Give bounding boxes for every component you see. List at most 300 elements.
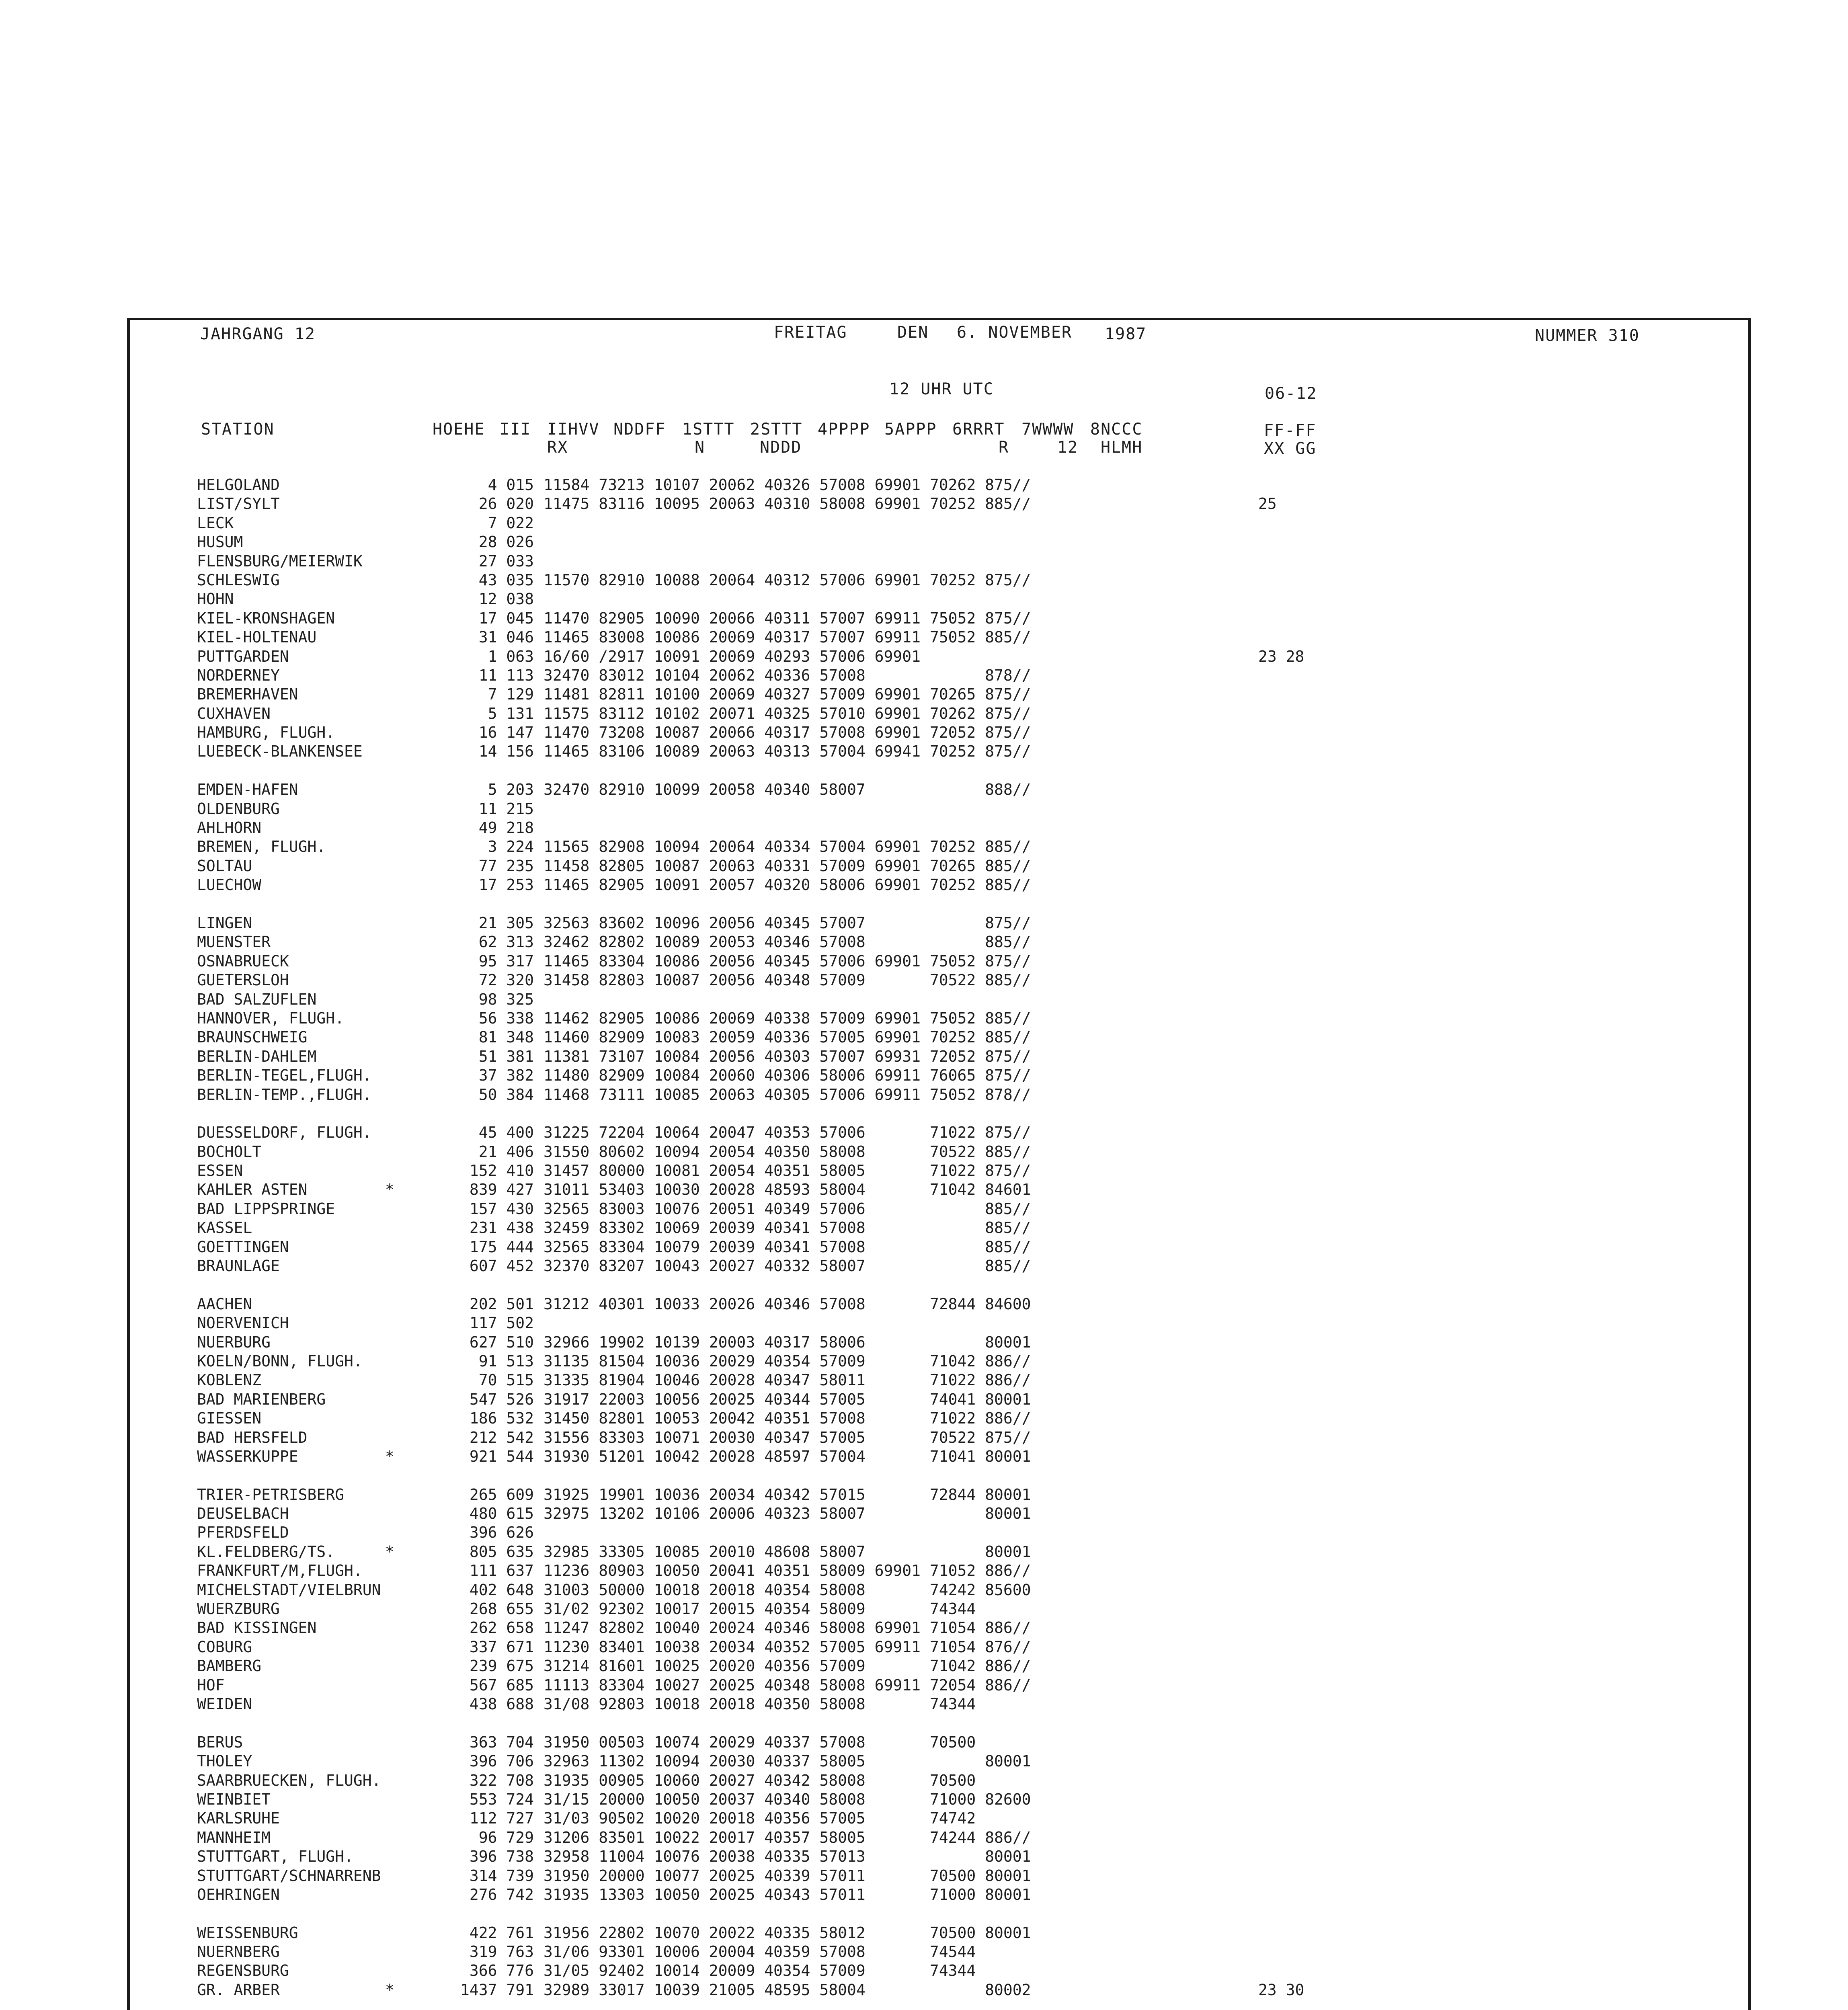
gust-empty: [1258, 742, 1304, 761]
observation-groups: 32975 13202 10106 20006 40323 58007 80001: [544, 1505, 1031, 1523]
station-name: BERUS: [197, 1733, 243, 1751]
station-name: LIST/SYLT: [197, 495, 280, 513]
group-gap: [385, 1904, 394, 1923]
station-name: KOBLENZ: [197, 1371, 262, 1389]
station-name: CUXHAVEN: [197, 704, 271, 722]
observation-groups: 32370 83207 10043 20027 40332 58007 885//: [544, 1257, 1031, 1275]
station-name: BAD KISSINGEN: [197, 1619, 317, 1637]
station-name: BREMERHAVEN: [197, 685, 298, 704]
gust-empty: [1258, 514, 1304, 533]
marker-empty: [385, 1733, 394, 1752]
data-column: [544, 476, 1031, 2010]
station-name: SOLTAU: [197, 857, 252, 875]
marker-empty: [385, 1218, 394, 1237]
observation-groups: 11480 82909 10084 20060 40306 58006 69911 76065 875//: [544, 1067, 1031, 1085]
gust-empty: [1258, 1657, 1304, 1676]
gust-window-label: 06-12: [1265, 384, 1317, 403]
date-label: 6. NOVEMBER: [957, 323, 1072, 342]
station-height-index: 26 020: [460, 495, 534, 513]
marker-empty: [385, 914, 394, 933]
station-height-index: 547 526: [460, 1390, 534, 1408]
station-height-index: 402 648: [460, 1581, 534, 1599]
station-name: GIESSEN: [197, 1409, 262, 1428]
col-ff-sub: XX GG: [1264, 439, 1317, 458]
observation-groups: 11460 82909 10083 20059 40336 57005 69901 70252 885//: [544, 1028, 1031, 1046]
col-iihvv: IIHVV: [547, 420, 600, 439]
group-gap: [385, 761, 394, 780]
station-height-index: 27 033: [460, 552, 534, 570]
gust-empty: [1258, 1847, 1304, 1866]
station-height-index: 95 317: [460, 952, 534, 970]
marker-empty: [385, 1885, 394, 1904]
station-height-index: 366 776: [460, 1962, 534, 1980]
marker-empty: [385, 1333, 394, 1352]
group-gap: [406, 761, 534, 780]
station-name: STUTTGART, FLUGH.: [197, 1848, 353, 1866]
marker-empty: [385, 1866, 394, 1885]
observation-groups: 31/03 90502 10020 20018 40356 57005 74742: [544, 1809, 976, 1827]
observation-groups: 16/60 /2917 10091 20069 40293 57006 69901: [544, 647, 921, 665]
station-height-index: 16 147: [460, 724, 534, 742]
gust-empty: [1258, 1028, 1304, 1047]
station-name: MANNHEIM: [197, 1828, 271, 1846]
station-height-index: 81 348: [460, 1028, 534, 1046]
gust-empty: [1258, 1542, 1304, 1561]
observation-time: 12 UHR UTC: [889, 380, 994, 398]
gust-empty: [1258, 552, 1304, 571]
station-height-index: 239 675: [460, 1657, 534, 1675]
observation-groups: 32989 33017 10039 21005 48595 58004 80002: [544, 1981, 1031, 1999]
marker-empty: [385, 1752, 394, 1771]
gust-empty: [1258, 800, 1304, 818]
observation-groups: [544, 990, 1031, 1009]
station-name: FRANKFURT/M,FLUGH.: [197, 1562, 363, 1580]
observation-groups: 31214 81601 10025 20020 40356 57009 71042 886//: [544, 1657, 1031, 1675]
station-name: DUESSELDORF, FLUGH.: [197, 1124, 372, 1142]
station-height-index: 319 763: [460, 1943, 534, 1961]
observation-groups: 31950 00503 10074 20029 40337 57008 70500: [544, 1733, 976, 1751]
marker-empty: [385, 1009, 394, 1028]
station-name: BAMBERG: [197, 1657, 262, 1675]
station-height-index: 396 738: [460, 1848, 534, 1866]
observation-groups: 11465 83106 10089 20063 40313 57004 69941 70252 875//: [544, 742, 1031, 761]
col-2sttt-sub: NDDD: [760, 438, 802, 457]
group-gap: [406, 1904, 534, 1923]
marker-empty: [385, 1066, 394, 1085]
observation-groups: 32459 83302 10069 20039 40341 57008 885//: [544, 1219, 1031, 1237]
marker-empty: [385, 685, 394, 704]
marker-empty: [385, 1790, 394, 1809]
station-name: BAD SALZUFLEN: [197, 990, 317, 1008]
station-name: NUERNBERG: [197, 1943, 280, 1961]
station-height-index: 17 045: [460, 609, 534, 627]
observation-groups: 11570 82910 10088 20064 40312 57006 69901 70252 875//: [544, 571, 1031, 589]
station-name: LUECHOW: [197, 876, 262, 894]
group-gap: [544, 1714, 1031, 1733]
marker-empty: [385, 1085, 394, 1104]
col-nddff: NDDFF: [613, 420, 666, 439]
station-height-index: 117 502: [460, 1314, 534, 1332]
marker-empty: [385, 1771, 394, 1790]
observation-groups: 11470 82905 10090 20066 40311 57007 69911 75052 875//: [544, 609, 1031, 627]
marker-empty: [385, 876, 394, 894]
station-height-index: 91 513: [460, 1352, 534, 1370]
group-gap: [544, 761, 1031, 780]
issue-number: NUMMER 310: [1535, 326, 1640, 345]
observation-groups: 31450 82801 10053 20042 40351 57008 71022 886//: [544, 1409, 1031, 1428]
station-name: BRAUNSCHWEIG: [197, 1028, 308, 1046]
group-gap: [406, 895, 534, 914]
col-6rrrt: 6RRRT: [952, 420, 1005, 439]
observation-groups: 11470 73208 10087 20066 40317 57008 69901 72052 875//: [544, 724, 1031, 742]
marker-empty: [385, 837, 394, 856]
observation-groups: 31956 22802 10070 20022 40335 58012 70500 80001: [544, 1924, 1031, 1942]
marker-empty: [385, 933, 394, 952]
station-height-index: 62 313: [460, 933, 534, 951]
observation-groups: 32565 83304 10079 20039 40341 57008 885//: [544, 1238, 1031, 1256]
marker-empty: [385, 1238, 394, 1257]
col-8nccc-sub: HLMH: [1101, 438, 1143, 457]
observation-groups: 11230 83401 10038 20034 40352 57005 69911 71054 876//: [544, 1638, 1031, 1656]
gust-empty: [1258, 1504, 1304, 1523]
station-name: AHLHORN: [197, 819, 262, 837]
marker-empty: [385, 800, 394, 818]
station-height-index: 3 224: [460, 838, 534, 856]
gust-empty: [1258, 1218, 1304, 1237]
group-gap: [385, 2000, 394, 2010]
observation-groups: 31003 50000 10018 20018 40354 58008 74242 85600: [544, 1581, 1031, 1599]
station-height-index: 265 609: [460, 1485, 534, 1503]
marker-empty: [385, 704, 394, 723]
marker-empty: [385, 609, 394, 628]
group-gap: [385, 895, 394, 914]
station-name: KL.FELDBERG/TS.: [197, 1542, 335, 1561]
observation-groups: 11458 82805 10087 20063 40331 57009 69901 70265 885//: [544, 857, 1031, 875]
gust-empty: [1258, 533, 1304, 552]
marker-empty: [385, 1200, 394, 1218]
group-gap: [544, 895, 1031, 914]
station-height-index: 12 038: [460, 590, 534, 608]
gust-empty: [1258, 1200, 1304, 1218]
group-gap: [1258, 761, 1304, 780]
station-height-index: 202 501: [460, 1295, 534, 1313]
station-name: REGENSBURG: [197, 1962, 289, 1980]
gust-empty: [1258, 1733, 1304, 1752]
station-name: OLDENBURG: [197, 800, 280, 818]
observation-groups: 31935 00905 10060 20027 40342 58008 70500: [544, 1771, 976, 1789]
mountain-marker-column: [385, 476, 394, 2010]
group-gap: [544, 1276, 1031, 1294]
marker-empty: [385, 1428, 394, 1447]
gust-empty: [1258, 1142, 1304, 1161]
station-height-index: 5 131: [460, 704, 534, 722]
station-height-index: 43 035: [460, 571, 534, 589]
observation-groups: 11381 73107 10084 20056 40303 57007 69931 72052 875//: [544, 1047, 1031, 1065]
station-name: HOF: [197, 1676, 225, 1694]
marker-empty: [385, 723, 394, 742]
gust-empty: [1258, 1180, 1304, 1199]
group-gap: [406, 1104, 534, 1123]
marker-empty: [385, 780, 394, 799]
station-name: WEINBIET: [197, 1790, 271, 1808]
observation-groups: 31206 83501 10022 20017 40357 58005 74244 886//: [544, 1828, 1031, 1846]
observation-groups: 32565 83003 10076 20051 40349 57006 885//: [544, 1200, 1031, 1218]
station-height-index: 5 203: [460, 781, 534, 799]
gust-empty: [1258, 571, 1304, 590]
col-5appp: 5APPP: [884, 420, 937, 439]
group-gap: [385, 1714, 394, 1733]
observation-groups: 31225 72204 10064 20047 40353 57006 71022 875//: [544, 1124, 1031, 1142]
station-height-index: 921 544: [460, 1447, 534, 1465]
marker-empty: [385, 952, 394, 971]
marker-empty: [385, 1847, 394, 1866]
station-name: HELGOLAND: [197, 476, 280, 494]
station-height-index: 111 637: [460, 1562, 534, 1580]
group-gap: [406, 1276, 534, 1294]
mountain-station-marker: *: [385, 1447, 394, 1465]
group-gap: [1258, 1904, 1304, 1923]
marker-empty: [385, 514, 394, 533]
height-index-column: [406, 476, 534, 2010]
group-gap: [1258, 1466, 1304, 1485]
gust-empty: [1258, 837, 1304, 856]
station-height-index: 839 427: [460, 1181, 534, 1199]
marker-empty: [385, 742, 394, 761]
gust-empty: [1258, 704, 1304, 723]
gust-empty: [1258, 1447, 1304, 1466]
observation-groups: 11475 83116 10095 20063 40310 58008 69901 70252 885//: [544, 495, 1031, 513]
station-height-index: 567 685: [460, 1676, 534, 1694]
gust-empty: [1258, 1066, 1304, 1085]
gust-empty: [1258, 1352, 1304, 1371]
station-height-index: 422 761: [460, 1924, 534, 1942]
gust-empty: [1258, 1790, 1304, 1809]
station-name: BERLIN-TEMP.,FLUGH.: [197, 1085, 372, 1103]
station-name: KAHLER ASTEN: [197, 1181, 308, 1199]
station-name: STUTTGART/SCHNARRENB: [197, 1866, 381, 1885]
station-name: KIEL-KRONSHAGEN: [197, 609, 335, 627]
station-name: BRAUNLAGE: [197, 1257, 280, 1275]
observation-groups: 31550 80602 10094 20054 40350 58008 70522 885//: [544, 1142, 1031, 1161]
gust-empty: [1258, 666, 1304, 685]
observation-groups: 11462 82905 10086 20069 40338 57009 69901 75052 885//: [544, 1009, 1031, 1027]
station-name: BREMEN, FLUGH.: [197, 838, 326, 856]
station-name: DEUSELBACH: [197, 1505, 289, 1523]
col-1sttt: 1STTT: [682, 420, 735, 439]
gust-empty: [1258, 914, 1304, 933]
gust-empty: [1258, 1009, 1304, 1028]
gust-empty: [1258, 990, 1304, 1009]
marker-empty: [385, 818, 394, 837]
station-height-index: 14 156: [460, 742, 534, 761]
gust-empty: [1258, 857, 1304, 876]
marker-empty: [385, 1257, 394, 1276]
marker-empty: [385, 1352, 394, 1371]
station-height-index: 56 338: [460, 1009, 534, 1027]
station-height-index: 11 215: [460, 800, 534, 818]
col-1sttt-sub: N: [695, 438, 706, 457]
observation-groups: [544, 800, 1031, 818]
observation-groups: 31917 22003 10056 20025 40344 57005 74041 80001: [544, 1390, 1031, 1408]
col-4pppp: 4PPPP: [818, 420, 870, 439]
observation-groups: 11481 82811 10100 20069 40327 57009 69901 70265 875//: [544, 685, 1031, 704]
marker-empty: [385, 1638, 394, 1657]
observation-groups: 11468 73111 10085 20063 40305 57006 69911 75052 878//: [544, 1085, 1031, 1103]
station-name: LINGEN: [197, 914, 252, 932]
marker-empty: [385, 552, 394, 571]
gust-empty: [1258, 628, 1304, 647]
station-name: OEHRINGEN: [197, 1885, 280, 1903]
gust-empty: [1258, 1123, 1304, 1142]
group-gap: [1258, 2000, 1304, 2010]
col-7wwww: 7WWWW: [1021, 420, 1074, 439]
gust-empty: [1258, 1676, 1304, 1695]
observation-groups: 32563 83602 10096 20056 40345 57007 875//: [544, 914, 1031, 932]
marker-empty: [385, 1924, 394, 1942]
gust-empty: [1258, 1561, 1304, 1580]
gust-empty: [1258, 780, 1304, 799]
station-height-index: 212 542: [460, 1428, 534, 1446]
station-height-index: 396 706: [460, 1752, 534, 1770]
observation-groups: [544, 1314, 1031, 1333]
gust-empty: [1258, 1257, 1304, 1276]
gust-empty: [1258, 685, 1304, 704]
mountain-station-marker: *: [385, 1181, 394, 1199]
observation-groups: [544, 514, 1031, 533]
gust-empty: [1258, 933, 1304, 952]
station-height-index: 480 615: [460, 1505, 534, 1523]
jahrgang-label: JAHRGANG 12: [200, 325, 316, 343]
gust-empty: [1258, 1428, 1304, 1447]
gust-empty: [1258, 1161, 1304, 1180]
station-name: KOELN/BONN, FLUGH.: [197, 1352, 363, 1370]
col-iihvv-sub: RX: [547, 438, 568, 457]
marker-empty: [385, 1657, 394, 1676]
gust-empty: [1258, 609, 1304, 628]
station-name: HAMBURG, FLUGH.: [197, 724, 335, 742]
station-height-index: 11 113: [460, 666, 534, 684]
mountain-station-marker: *: [385, 1542, 394, 1561]
gust-empty: [1258, 971, 1304, 990]
station-height-index: 607 452: [460, 1257, 534, 1275]
station-height-index: 1437 791: [460, 1981, 534, 1999]
observation-groups: [544, 590, 1031, 609]
gust-value: 25: [1258, 495, 1277, 513]
station-name: TRIER-PETRISBERG: [197, 1485, 345, 1503]
marker-empty: [385, 1409, 394, 1428]
observation-groups: 32470 83012 10104 20062 40336 57008 878//: [544, 666, 1031, 684]
marker-empty: [385, 476, 394, 494]
gust-empty: [1258, 1885, 1304, 1904]
gust-column: [1258, 476, 1304, 2010]
gust-empty: [1258, 476, 1304, 494]
station-height-index: 157 430: [460, 1200, 534, 1218]
observation-groups: 31212 40301 10033 20026 40346 57008 72844 84600: [544, 1295, 1031, 1313]
col-iii: III: [500, 420, 531, 439]
gust-empty: [1258, 723, 1304, 742]
marker-empty: [385, 533, 394, 552]
col-8nccc: 8NCCC: [1090, 420, 1143, 439]
station-name: LECK: [197, 514, 234, 532]
den-label: DEN: [897, 323, 929, 342]
marker-empty: [385, 1485, 394, 1504]
station-name: HUSUM: [197, 533, 243, 551]
gust-empty: [1258, 1924, 1304, 1942]
station-name: NUERBURG: [197, 1333, 271, 1351]
gust-empty: [1258, 818, 1304, 837]
gust-empty: [1258, 1295, 1304, 1314]
gust-empty: [1258, 1085, 1304, 1104]
station-name: NORDERNEY: [197, 666, 280, 684]
gust-empty: [1258, 1961, 1304, 1980]
observation-groups: 32966 19902 10139 20003 40317 58006 80001: [544, 1333, 1031, 1351]
station-height-index: 262 658: [460, 1619, 534, 1637]
observation-groups: 31556 83303 10071 20030 40347 57005 70522 875//: [544, 1428, 1031, 1446]
gust-empty: [1258, 1771, 1304, 1790]
marker-empty: [385, 1161, 394, 1180]
marker-empty: [385, 1942, 394, 1961]
station-height-index: 337 671: [460, 1638, 534, 1656]
station-name: MUENSTER: [197, 933, 271, 951]
marker-empty: [385, 647, 394, 666]
group-gap: [1258, 1104, 1304, 1123]
station-height-index: 17 253: [460, 876, 534, 894]
col-station: STATION: [201, 420, 275, 439]
gust-empty: [1258, 1695, 1304, 1714]
col-hoehe: HOEHE: [433, 420, 485, 439]
station-name: PFERDSFELD: [197, 1524, 289, 1542]
marker-empty: [385, 1961, 394, 1980]
observation-groups: 32963 11302 10094 20030 40337 58005 80001: [544, 1752, 1031, 1770]
gust-empty: [1258, 1409, 1304, 1428]
gust-empty: [1258, 1314, 1304, 1333]
gust-empty: [1258, 1333, 1304, 1352]
group-gap: [406, 2000, 534, 2010]
station-height-index: 231 438: [460, 1219, 534, 1237]
station-height-index: 50 384: [460, 1085, 534, 1103]
station-height-index: 51 381: [460, 1047, 534, 1065]
station-name: KASSEL: [197, 1219, 252, 1237]
gust-empty: [1258, 1942, 1304, 1961]
observation-groups: 11465 82905 10091 20057 40320 58006 69901 70252 885//: [544, 876, 1031, 894]
observation-groups: 11465 83008 10086 20069 40317 57007 69911 75052 885//: [544, 628, 1031, 646]
station-name: BAD HERSFELD: [197, 1428, 308, 1446]
observation-groups: 11236 80903 10050 20041 40351 58009 69901 71052 886//: [544, 1562, 1031, 1580]
station-height-index: 276 742: [460, 1885, 534, 1903]
station-name: LUEBECK-BLANKENSEE: [197, 742, 363, 761]
group-gap: [544, 2000, 1031, 2010]
station-name: FLENSBURG/MEIERWIK: [197, 552, 363, 570]
gust-empty: [1258, 1618, 1304, 1637]
marker-empty: [385, 1809, 394, 1828]
station-height-index: 627 510: [460, 1333, 534, 1351]
station-height-index: 268 655: [460, 1600, 534, 1618]
station-height-index: 7 022: [460, 514, 534, 532]
observation-groups: 31135 81504 10036 20029 40354 57009 71042 886//: [544, 1352, 1031, 1370]
station-name: SAARBRUECKEN, FLUGH.: [197, 1771, 381, 1789]
group-gap: [385, 1276, 394, 1294]
marker-empty: [385, 857, 394, 876]
gust-empty: [1258, 952, 1304, 971]
gust-empty: [1258, 1600, 1304, 1618]
observation-groups: 32462 82802 10089 20053 40346 57008 885//: [544, 933, 1031, 951]
observation-groups: [544, 552, 1031, 571]
group-gap: [544, 1904, 1031, 1923]
observation-groups: [544, 1523, 1031, 1542]
station-name: KARLSRUHE: [197, 1809, 280, 1827]
gust-empty: [1258, 1828, 1304, 1847]
observation-groups: 11113 83304 10027 20025 40348 58008 69911 72054 886//: [544, 1676, 1031, 1694]
